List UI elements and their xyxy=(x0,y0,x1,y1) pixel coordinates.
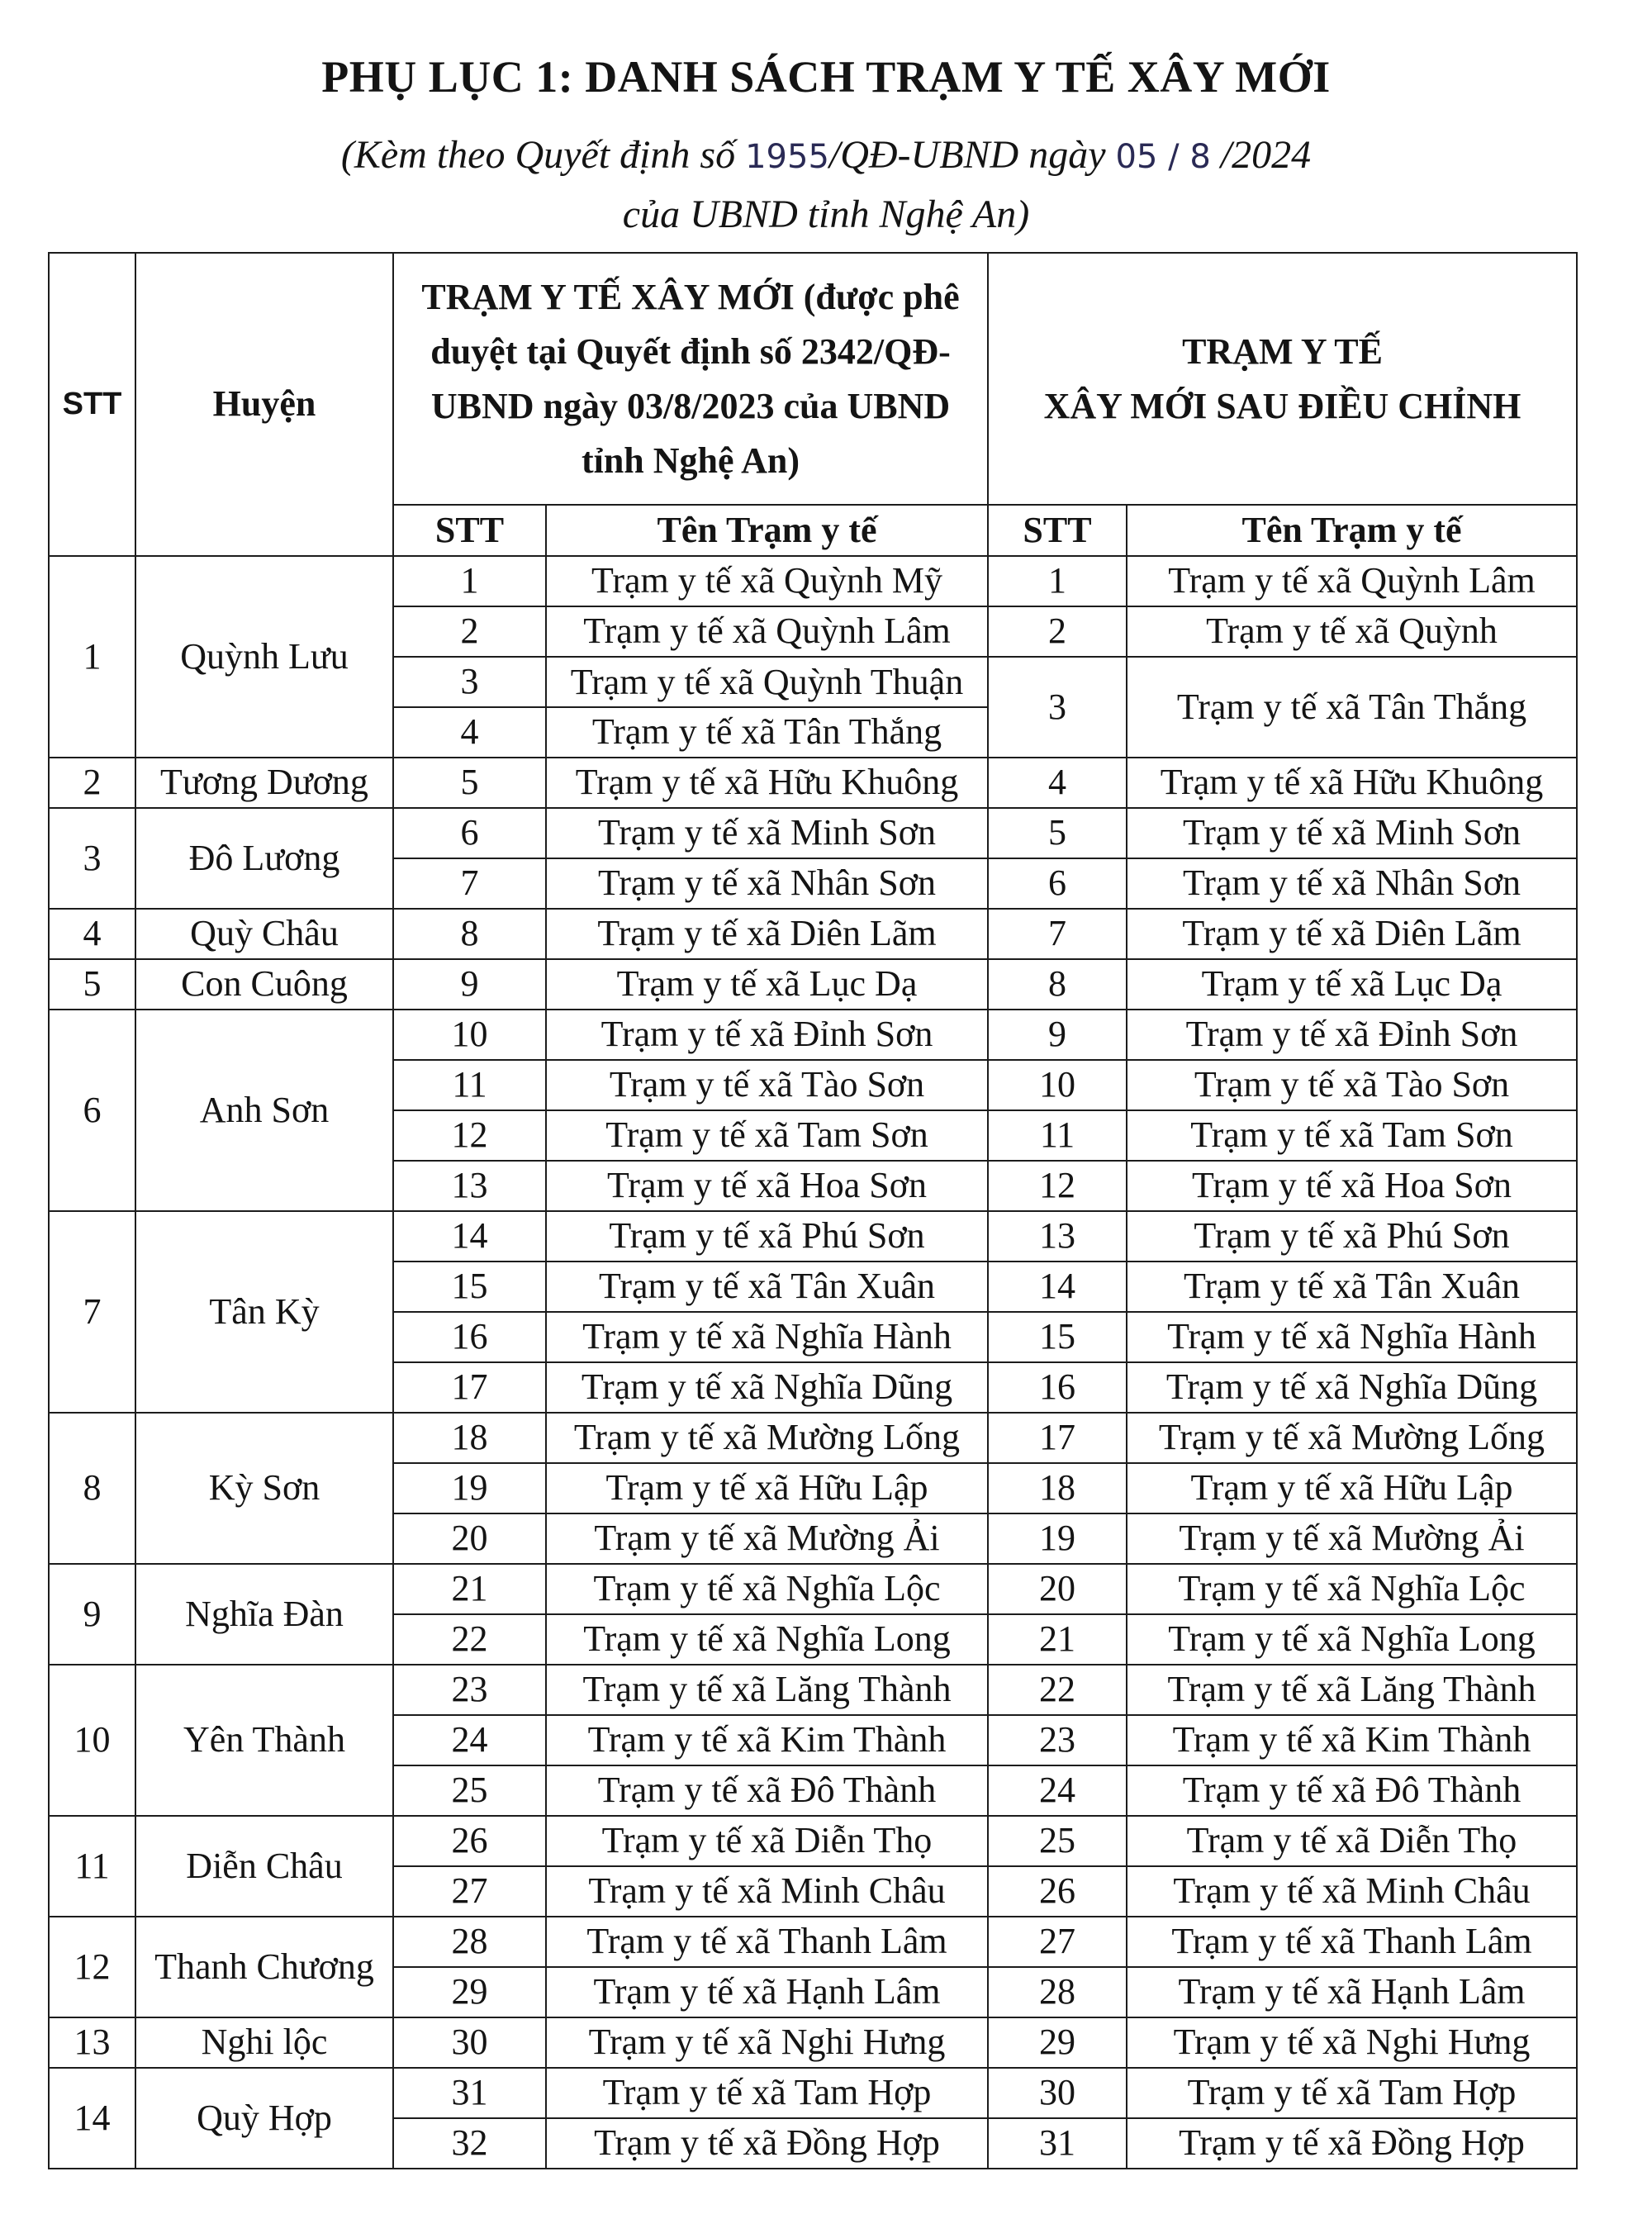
old-station-name: Trạm y tế xã Mường Lống xyxy=(546,1413,988,1463)
district-name: Yên Thành xyxy=(135,1665,393,1816)
old-station-stt: 32 xyxy=(393,2118,546,2169)
old-station-name: Trạm y tế xã Nghi Hưng xyxy=(546,2017,988,2068)
old-station-name: Trạm y tế xã Hữu Khuông xyxy=(546,758,988,808)
new-station-name: Trạm y tế xã Tam Sơn xyxy=(1127,1110,1577,1161)
old-station-name: Trạm y tế xã Diên Lãm xyxy=(546,909,988,959)
new-station-name: Trạm y tế xã Kim Thành xyxy=(1127,1715,1577,1765)
old-station-stt: 10 xyxy=(393,1010,546,1060)
district-stt: 9 xyxy=(49,1564,135,1665)
table-row xyxy=(49,1413,1577,1463)
new-station-name: Trạm y tế xã Nghĩa Long xyxy=(1127,1614,1577,1665)
old-station-stt: 25 xyxy=(393,1765,546,1816)
new-station-stt: 16 xyxy=(988,1362,1127,1413)
new-station-stt: 23 xyxy=(988,1715,1127,1765)
table-row xyxy=(49,1564,1577,1614)
header-new-group xyxy=(988,253,1577,505)
table-row xyxy=(49,959,1577,1010)
district-name: Đô Lương xyxy=(135,808,393,909)
new-station-stt: 31 xyxy=(988,2118,1127,2169)
old-station-name: Trạm y tế xã Thanh Lâm xyxy=(546,1917,988,1967)
district-stt: 14 xyxy=(49,2068,135,2169)
old-station-name: Trạm y tế xã Tào Sơn xyxy=(546,1060,988,1110)
new-station-stt: 28 xyxy=(988,1967,1127,2017)
new-station-name: Trạm y tế xã Nghĩa Lộc xyxy=(1127,1564,1577,1614)
new-station-stt: 25 xyxy=(988,1816,1127,1866)
table-row xyxy=(49,808,1577,858)
old-station-name: Trạm y tế xã Nghĩa Hành xyxy=(546,1312,988,1362)
new-station-stt: 6 xyxy=(988,858,1127,909)
old-station-stt: 13 xyxy=(393,1161,546,1211)
old-station-stt: 29 xyxy=(393,1967,546,2017)
new-station-name: Trạm y tế xã Nghi Hưng xyxy=(1127,2017,1577,2068)
document-subtitle-line2: của UBND tỉnh Nghệ An) xyxy=(622,192,1030,236)
new-station-name: Trạm y tế xã Diên Lãm xyxy=(1127,909,1577,959)
old-station-stt: 20 xyxy=(393,1513,546,1564)
old-station-name: Trạm y tế xã Nghĩa Dũng xyxy=(546,1362,988,1413)
district-stt: 8 xyxy=(49,1413,135,1564)
new-station-name: Trạm y tế xã Nghĩa Dũng xyxy=(1127,1362,1577,1413)
new-station-name: Trạm y tế xã Lăng Thành xyxy=(1127,1665,1577,1715)
new-station-stt: 8 xyxy=(988,959,1127,1010)
table-row xyxy=(49,1665,1577,1715)
new-station-name: Trạm y tế xã Minh Châu xyxy=(1127,1866,1577,1917)
new-station-name: Trạm y tế xã Quỳnh Lâm xyxy=(1127,556,1577,606)
new-station-name: Trạm y tế xã Nhân Sơn xyxy=(1127,858,1577,909)
new-station-name: Trạm y tế xã Tào Sơn xyxy=(1127,1060,1577,1110)
new-station-name: Trạm y tế xã Nghĩa Hành xyxy=(1127,1312,1577,1362)
old-station-stt: 14 xyxy=(393,1211,546,1262)
old-station-name: Trạm y tế xã Tam Hợp xyxy=(546,2068,988,2118)
new-station-name: Trạm y tế xã Minh Sơn xyxy=(1127,808,1577,858)
old-station-name: Trạm y tế xã Diễn Thọ xyxy=(546,1816,988,1866)
new-station-name: Trạm y tế xã Thanh Lâm xyxy=(1127,1917,1577,1967)
district-name: Nghi lộc xyxy=(135,2017,393,2068)
district-name: Kỳ Sơn xyxy=(135,1413,393,1564)
new-station-name: Trạm y tế xã Mường Lống xyxy=(1127,1413,1577,1463)
old-station-stt: 1 xyxy=(393,556,546,606)
new-station-stt: 30 xyxy=(988,2068,1127,2118)
old-station-stt: 11 xyxy=(393,1060,546,1110)
district-stt: 6 xyxy=(49,1010,135,1211)
new-station-name: Trạm y tế xã Hữu Lập xyxy=(1127,1463,1577,1513)
new-station-name: Trạm y tế xã Đồng Hợp xyxy=(1127,2118,1577,2169)
old-station-name: Trạm y tế xã Mường Ải xyxy=(546,1513,988,1564)
district-stt: 7 xyxy=(49,1211,135,1413)
new-station-name: Trạm y tế xã Phú Sơn xyxy=(1127,1211,1577,1262)
old-station-stt: 17 xyxy=(393,1362,546,1413)
district-stt: 12 xyxy=(49,1917,135,2017)
district-stt: 5 xyxy=(49,959,135,1010)
old-station-stt: 24 xyxy=(393,1715,546,1765)
header-new-stt: STT xyxy=(988,505,1127,556)
district-name: Thanh Chương xyxy=(135,1917,393,2017)
new-station-name: Trạm y tế xã Diễn Thọ xyxy=(1127,1816,1577,1866)
new-station-name: Trạm y tế xã Tân Xuân xyxy=(1127,1262,1577,1312)
old-station-stt: 30 xyxy=(393,2017,546,2068)
new-station-stt: 27 xyxy=(988,1917,1127,1967)
new-station-stt: 17 xyxy=(988,1413,1127,1463)
table-body xyxy=(49,253,1577,2169)
header-old-group: TRẠM Y TẾ XÂY MỚI (được phê duyệt tại Quyết định số 2342/QĐ-UBND ngày 03/8/2023 của UBND tỉnh Nghệ An) xyxy=(393,253,988,505)
new-station-stt: 1 xyxy=(988,556,1127,606)
old-station-name: Trạm y tế xã Hữu Lập xyxy=(546,1463,988,1513)
district-stt: 4 xyxy=(49,909,135,959)
district-stt: 10 xyxy=(49,1665,135,1816)
old-station-name: Trạm y tế xã Đồng Hợp xyxy=(546,2118,988,2169)
new-station-stt: 15 xyxy=(988,1312,1127,1362)
new-station-stt: 4 xyxy=(988,758,1127,808)
table-row xyxy=(49,1917,1577,1967)
document-subtitle xyxy=(0,132,1652,178)
old-station-name: Trạm y tế xã Hoa Sơn xyxy=(546,1161,988,1211)
new-station-name: Trạm y tế xã Lục Dạ xyxy=(1127,959,1577,1010)
new-station-stt: 7 xyxy=(988,909,1127,959)
district-stt: 11 xyxy=(49,1816,135,1917)
old-station-name: Trạm y tế xã Nghĩa Long xyxy=(546,1614,988,1665)
table-row xyxy=(49,556,1577,606)
district-name: Quỳ Hợp xyxy=(135,2068,393,2169)
old-station-name: Trạm y tế xã Quỳnh Thuận xyxy=(546,657,988,707)
header-new-group-line1: TRẠM Y TẾ xyxy=(1182,330,1383,372)
decision-day: 05 xyxy=(1115,138,1158,176)
district-name: Nghĩa Đàn xyxy=(135,1564,393,1665)
new-station-stt: 12 xyxy=(988,1161,1127,1211)
old-station-name: Trạm y tế xã Tam Sơn xyxy=(546,1110,988,1161)
district-stt: 1 xyxy=(49,556,135,758)
district-name: Diễn Châu xyxy=(135,1816,393,1917)
old-station-name: Trạm y tế xã Minh Sơn xyxy=(546,808,988,858)
new-station-stt: 21 xyxy=(988,1614,1127,1665)
old-station-name: Trạm y tế xã Lục Dạ xyxy=(546,959,988,1010)
district-stt: 3 xyxy=(49,808,135,909)
new-station-name: Trạm y tế xã Đỉnh Sơn xyxy=(1127,1010,1577,1060)
old-station-stt: 6 xyxy=(393,808,546,858)
old-station-name: Trạm y tế xã Lăng Thành xyxy=(546,1665,988,1715)
district-name: Con Cuông xyxy=(135,959,393,1010)
new-station-stt: 29 xyxy=(988,2017,1127,2068)
district-name: Tân Kỳ xyxy=(135,1211,393,1413)
old-station-stt: 22 xyxy=(393,1614,546,1665)
new-station-stt: 2 xyxy=(988,606,1127,657)
old-station-stt: 21 xyxy=(393,1564,546,1614)
old-station-name: Trạm y tế xã Kim Thành xyxy=(546,1715,988,1765)
new-station-stt: 22 xyxy=(988,1665,1127,1715)
old-station-name: Trạm y tế xã Đỉnh Sơn xyxy=(546,1010,988,1060)
old-station-stt: 27 xyxy=(393,1866,546,1917)
table-row xyxy=(49,758,1577,808)
old-station-stt: 18 xyxy=(393,1413,546,1463)
old-station-name: Trạm y tế xã Phú Sơn xyxy=(546,1211,988,1262)
district-stt: 2 xyxy=(49,758,135,808)
old-station-stt: 2 xyxy=(393,606,546,657)
header-old-stt: STT xyxy=(393,505,546,556)
old-station-stt: 23 xyxy=(393,1665,546,1715)
new-station-stt: 5 xyxy=(988,808,1127,858)
document-title: PHỤ LỤC 1: DANH SÁCH TRẠM Y TẾ XÂY MỚI xyxy=(321,52,1331,102)
old-station-name: Trạm y tế xã Tân Thắng xyxy=(546,707,988,758)
new-station-name: Trạm y tế xã Hữu Khuông xyxy=(1127,758,1577,808)
subtitle-year: /2024 xyxy=(1210,133,1312,177)
old-station-stt: 7 xyxy=(393,858,546,909)
district-name: Anh Sơn xyxy=(135,1010,393,1211)
table-row xyxy=(49,1010,1577,1060)
new-station-stt: 11 xyxy=(988,1110,1127,1161)
old-station-stt: 3 xyxy=(393,657,546,707)
table-row xyxy=(49,1211,1577,1262)
new-station-stt: 26 xyxy=(988,1866,1127,1917)
new-station-stt: 14 xyxy=(988,1262,1127,1312)
district-name: Quỳnh Lưu xyxy=(135,556,393,758)
district-stt: 13 xyxy=(49,2017,135,2068)
old-station-stt: 9 xyxy=(393,959,546,1010)
new-station-stt: 13 xyxy=(988,1211,1127,1262)
new-station-stt: 3 xyxy=(988,657,1127,758)
old-station-stt: 15 xyxy=(393,1262,546,1312)
old-station-stt: 16 xyxy=(393,1312,546,1362)
table-row xyxy=(49,2068,1577,2118)
old-station-name: Trạm y tế xã Nghĩa Lộc xyxy=(546,1564,988,1614)
table-header-row xyxy=(49,253,1577,505)
table-row xyxy=(49,2017,1577,2068)
district-name: Quỳ Châu xyxy=(135,909,393,959)
new-station-stt: 20 xyxy=(988,1564,1127,1614)
new-station-name: Trạm y tế xã Hoa Sơn xyxy=(1127,1161,1577,1211)
old-station-stt: 4 xyxy=(393,707,546,758)
header-stt: STT xyxy=(49,253,135,556)
header-old-name: Tên Trạm y tế xyxy=(546,505,988,556)
table-row xyxy=(49,1816,1577,1866)
old-station-stt: 28 xyxy=(393,1917,546,1967)
header-district: Huyện xyxy=(135,253,393,556)
header-new-name: Tên Trạm y tế xyxy=(1127,505,1577,556)
header-new-group-line2: XÂY MỚI SAU ĐIỀU CHỈNH xyxy=(1043,385,1521,426)
new-station-stt: 10 xyxy=(988,1060,1127,1110)
new-station-stt: 9 xyxy=(988,1010,1127,1060)
table-row xyxy=(49,909,1577,959)
district-name: Tương Dương xyxy=(135,758,393,808)
new-station-name: Trạm y tế xã Tân Thắng xyxy=(1127,657,1577,758)
old-station-name: Trạm y tế xã Quỳnh Mỹ xyxy=(546,556,988,606)
new-station-stt: 19 xyxy=(988,1513,1127,1564)
old-station-stt: 8 xyxy=(393,909,546,959)
old-station-name: Trạm y tế xã Nhân Sơn xyxy=(546,858,988,909)
old-station-stt: 19 xyxy=(393,1463,546,1513)
new-station-name: Trạm y tế xã Tam Hợp xyxy=(1127,2068,1577,2118)
new-station-name: Trạm y tế xã Hạnh Lâm xyxy=(1127,1967,1577,2017)
subtitle-prefix: (Kèm theo Quyết định số xyxy=(340,133,746,177)
subtitle-middle: /QĐ-UBND ngày xyxy=(828,133,1116,177)
new-station-name: Trạm y tế xã Quỳnh xyxy=(1127,606,1577,657)
decision-month: 8 xyxy=(1189,138,1211,176)
decision-number: 1955 xyxy=(745,138,829,176)
new-station-stt: 24 xyxy=(988,1765,1127,1816)
old-station-stt: 5 xyxy=(393,758,546,808)
date-separator: / xyxy=(1157,138,1190,176)
health-station-table xyxy=(48,252,1578,2169)
old-station-name: Trạm y tế xã Minh Châu xyxy=(546,1866,988,1917)
new-station-stt: 18 xyxy=(988,1463,1127,1513)
old-station-name: Trạm y tế xã Hạnh Lâm xyxy=(546,1967,988,2017)
old-station-stt: 12 xyxy=(393,1110,546,1161)
old-station-name: Trạm y tế xã Đô Thành xyxy=(546,1765,988,1816)
old-station-stt: 26 xyxy=(393,1816,546,1866)
new-station-name: Trạm y tế xã Đô Thành xyxy=(1127,1765,1577,1816)
old-station-name: Trạm y tế xã Tân Xuân xyxy=(546,1262,988,1312)
old-station-name: Trạm y tế xã Quỳnh Lâm xyxy=(546,606,988,657)
new-station-name: Trạm y tế xã Mường Ải xyxy=(1127,1513,1577,1564)
old-station-stt: 31 xyxy=(393,2068,546,2118)
